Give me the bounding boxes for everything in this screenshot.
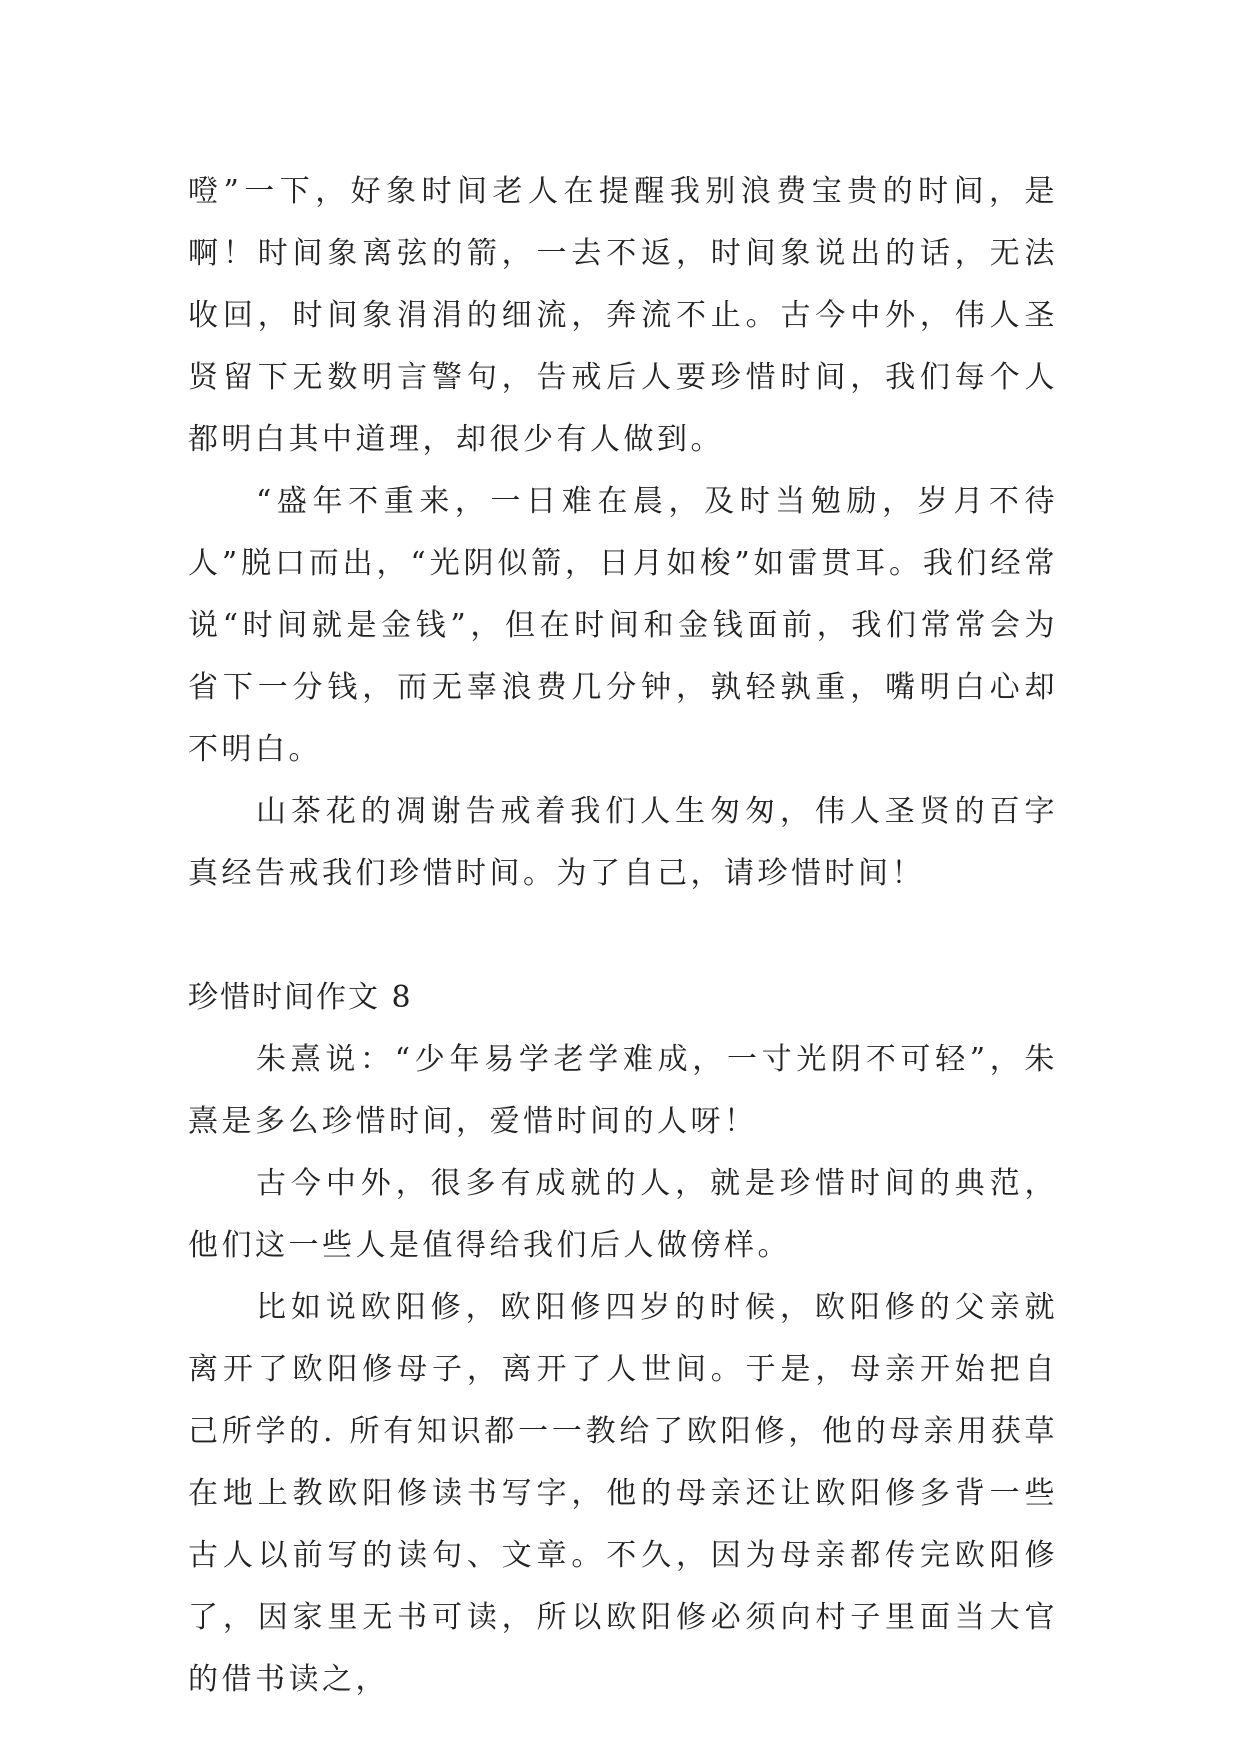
- document-body: [188, 161, 1058, 1711]
- paragraph-continuation: 噔”一下，好象时间老人在提醒我别浪费宝贵的时间，是啊！时间象离弦的箭，一去不返，时间象说出的话，无法收回，时间象涓涓的细流，奔流不止。古今中外，伟人圣贤留下无数明言警句，告戒后人要珍惜时间，我们每个人都明白其中道理，却很少有人做到。: [188, 174, 1058, 457]
- section-paragraph: 比如说欧阳修，欧阳修四岁的时候，欧阳修的父亲就离开了欧阳修母子，离开了人世间。于是，母亲开始把自己所学的. 所有知识都一一教给了欧阳修，他的母亲用获草在地上教欧阳修读书写字，他的母亲还让欧阳修多背一些古人以前写的读句、文章。不久，因为母亲都传完欧阳修了，因家里无书可读，所以欧阳修必须向村子里面当大官的借书读之，: [188, 1290, 1058, 1697]
- section-spacer: [188, 905, 1058, 967]
- section-paragraph: 古今中外，很多有成就的人，就是珍惜时间的典范，他们这一些人是值得给我们后人做傍样。: [188, 1166, 1058, 1263]
- paragraph-quote: “盛年不重来，一日难在晨，及时当勉励，岁月不待人”脱口而出，“光阴似箭，日月如梭”如雷贯耳。我们经常说“时间就是金钱”，但在时间和金钱面前，我们常常会为省下一分钱，而无辜浪费几分钟，孰轻孰重，嘴明白心却不明白。: [188, 484, 1058, 767]
- paragraph-conclusion: 山茶花的凋谢告戒着我们人生匆匆，伟人圣贤的百字真经告戒我们珍惜时间。为了自己，请珍惜时间！: [188, 794, 1058, 891]
- section-title: 珍惜时间作文 8: [188, 980, 413, 1015]
- section-paragraph: 朱熹说：“少年易学老学难成，一寸光阴不可轻”，朱熹是多么珍惜时间，爱惜时间的人呀！: [188, 1042, 1058, 1139]
